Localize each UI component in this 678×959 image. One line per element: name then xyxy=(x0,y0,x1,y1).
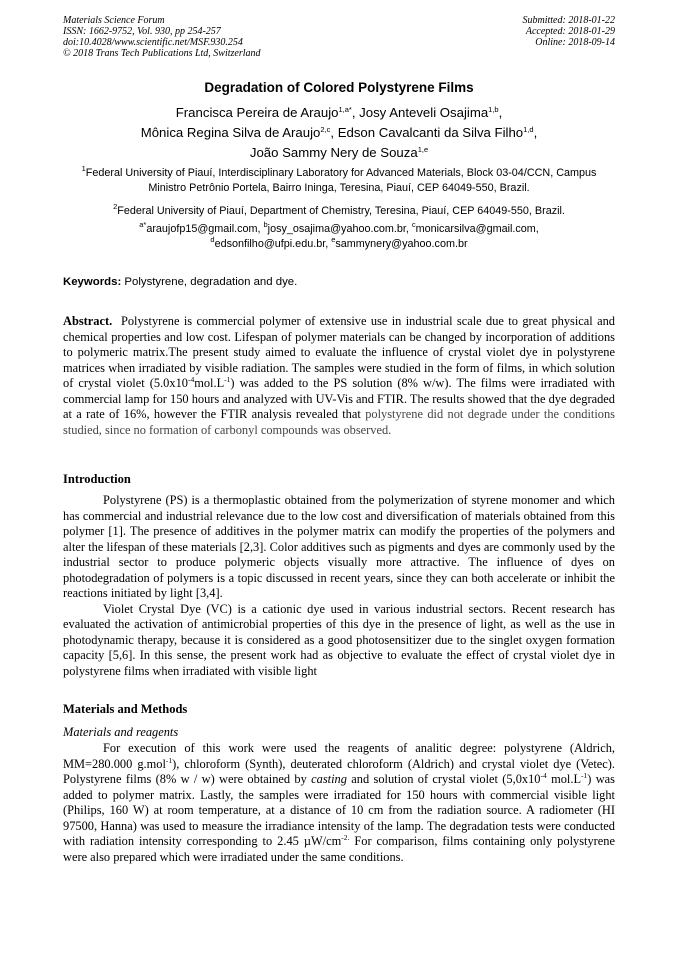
issn: ISSN: 1662-9752, Vol. 930, pp 254-257 xyxy=(63,26,221,37)
methods-body xyxy=(63,741,615,865)
keywords xyxy=(63,276,615,288)
intro-paragraph-2: Violet Crystal Dye (VC) is a cationic dye used in various industrial sectors. Recent research has evaluated the activation of antimicrobial properties of this dye in the presence of light, as well as the use in photodynamic therapy, because it is considered as a good photosensitizer due to the singlet oxygen formation capacity [5,6]. In this sense, the present work had as objective to evaluate the effect of crystal violet dye in polystyrene films when irradiated with visible light xyxy=(63,601,615,678)
author-name: Francisca Pereira de Araujo xyxy=(175,105,339,120)
journal-header-right xyxy=(523,15,616,48)
email-d: edsonfilho@ufpi.edu.br, xyxy=(214,238,332,250)
abstract-label: Abstract. xyxy=(63,314,113,328)
submitted-date: Submitted: 2018-01-22 xyxy=(522,15,615,26)
author-name: Josy Anteveli Osajima xyxy=(359,105,489,120)
author-sup: 1,b xyxy=(488,105,499,114)
online-date: Online: 2018-09-14 xyxy=(535,37,615,48)
doi: doi:10.4028/www.scientific.net/MSF.930.254 xyxy=(63,37,243,48)
accepted-date: Accepted: 2018-01-29 xyxy=(525,26,615,37)
keywords-label: Keywords: xyxy=(63,276,122,288)
affiliations xyxy=(63,166,615,227)
author-emails: $^{a*}$araujofp15@gmail.com, $^b$josy_osajima@yahoo.com.br, $^c$monicarsilva@gmail.com, $^d$edsonfilho@ufpi.edu.br, $^e$sammynery@yahoo.com.br xyxy=(139,220,539,250)
methods-heading: Materials and Methods xyxy=(63,702,188,716)
author-list: Francisca Pereira de Araujo$^{1,a*}$, Josy Anteveli Osajima$^{1,b}$, Mônica Regina Silva de Araujo$^{2,c}$, Edson Cavalcanti da Silva Filho$^{1,d}$, João Sammy Nery de Souza$^{1,e}$ xyxy=(140,105,538,160)
affiliation-1: $^1$Federal University of Piauí, Interdisciplinary Laboratory for Advanced Materials, Block 03-04/CCN, Campus Ministro Petrônio Portela, Bairro Ininga, Teresina, Piauí, CEP 64049-550, Brazil. xyxy=(81,164,597,194)
intro-paragraph-1: Polystyrene (PS) is a thermoplastic obtained from the polymerization of styrene monomer and which has commercial and industrial relevance due to the low cost and diversification of materials obtained from this polymer [1]. The presence of additives in the polymer matrix can modify the properties of the polymers and alter the lifespan of these materials [2,3]. Color additives such as pigments and dyes are commonly used by the industrial sector to produce polymeric objects visually more attractive. The influence of dyes on photodegradation of polymers is a topic discussed in recent years, since they can both accelerate or inhibit the reactions initiated by light [3,4]. xyxy=(63,493,615,600)
author-name: Mônica Regina Silva de Araujo xyxy=(140,125,321,140)
methods-subheading: Materials and reagents xyxy=(63,725,179,739)
author-sup: 1,d xyxy=(523,125,534,134)
email-c: monicarsilva@gmail.com, xyxy=(415,223,539,235)
introduction-heading: Introduction xyxy=(63,472,131,486)
abstract: Abstract. Polystyrene is commercial polymer of extensive use in industrial scale due to great physical and chemical properties and low cost. Lifespan of polymer materials can be changed by incorporation of additions to polymeric matrix.The present study aimed to evaluate the influence of crystal violet dye in polystyrene matrices when irradiated by visible radiation. The samples were studied in the form of films, in which solution of crystal violet $(5.0x10^{-4}mol.L^{-1})$ was added to the PS solution (8% w/w). The films were irradiated with commercial lamp for 150 hours and analyzed with UV-Vis and FTIR. The results showed that the dye degraded at a rate of 16%, however the FTIR analysis revealed that polystyrene did not degrade under the conditions studied, since no formation of carbonyl compounds was observed. xyxy=(63,314,616,437)
keywords-text: Polystyrene, degradation and dye. xyxy=(124,276,298,288)
email-a: araujofp15@gmail.com, xyxy=(146,223,264,235)
introduction-body xyxy=(63,493,615,679)
copyright: © 2018 Trans Tech Publications Ltd, Switzerland xyxy=(63,48,261,59)
author-name: João Sammy Nery de Souza xyxy=(249,145,418,160)
affiliation-2: $^2$Federal University of Piauí, Department of Chemistry, Teresina, Piauí, CEP 64049-550, Brazil. xyxy=(113,202,565,217)
methods-paragraph: For execution of this work were used the reagents of analitic degree: polystyrene (Aldrich, MM=280.000 g.mol$^{-1}$), chloroform (Synth), deuterated chloroform (Aldrich) and crystal violet dye (Vetec). Polystyrene films (8% w / w) were obtained by casting and solution of crystal violet ($5,0x10^{-4}$ $mol.L^{-1}$) was added to polymer matrix. Lastly, the samples were irradiated for 150 hours with commercial visible light (Philips, 160 W) at room temperature, at a distance of 10 cm from the radiation source. A radiometer (HI 97500, Hanna) was used to measure the irradiance intensity of the lamp. The degradation tests were conducted with radiation intensity corresponding to 2.45 $\mu W/cm^{-2.}$ For comparison, films containing only polystyrene were also prepared which were irradiated under the same conditions. xyxy=(63,741,616,864)
email-b: josy_osajima@yahoo.com.br, xyxy=(267,223,412,235)
author-sup: 1,a* xyxy=(338,105,352,114)
journal-name: Materials Science Forum xyxy=(63,15,165,26)
paper-title: Degradation of Colored Polystyrene Films xyxy=(204,80,474,95)
author-sup: 1,e xyxy=(417,145,429,154)
journal-header-left xyxy=(63,15,261,59)
email-e: sammynery@yahoo.com.br xyxy=(335,238,468,250)
author-name: Edson Cavalcanti da Silva Filho xyxy=(337,125,524,140)
author-sup: 2,c xyxy=(320,125,331,134)
